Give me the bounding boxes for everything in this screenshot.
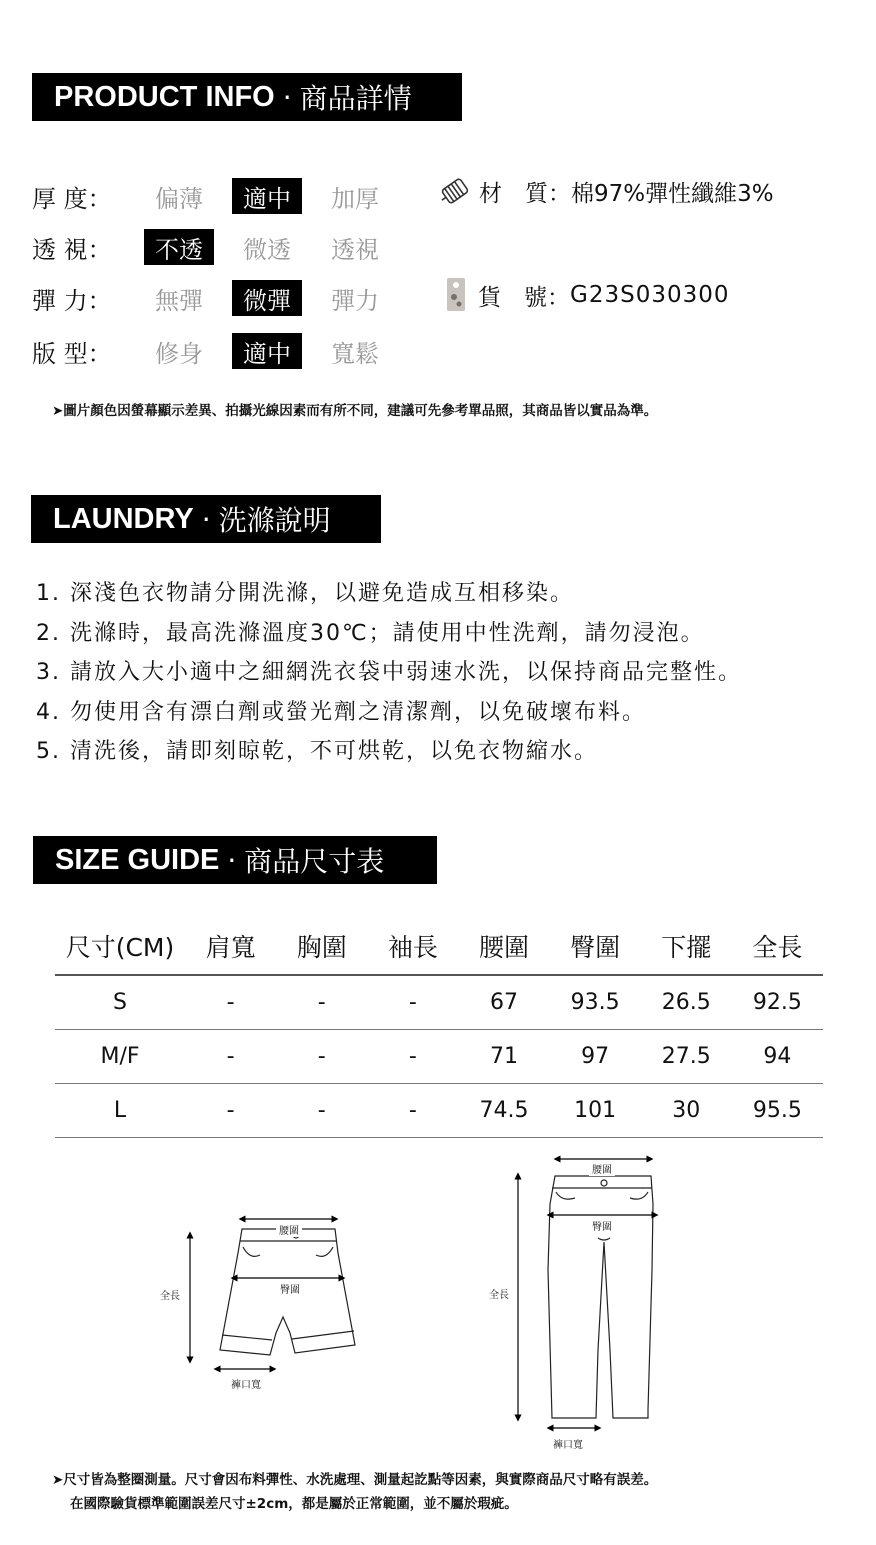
pants-diagram: [480, 1150, 680, 1450]
shorts-length-label: 全長: [160, 1291, 180, 1302]
laundry-header: [31, 495, 381, 543]
table-cell: -: [276, 1084, 367, 1138]
shorts-hip-label: 臀圍: [277, 1281, 303, 1296]
attribute-option-selected: 微彈: [232, 280, 302, 316]
table-cell: -: [367, 1084, 458, 1138]
size-note: 在國際驗貨標準範圍誤差尺寸±2cm，都是屬於正常範圍，並不屬於瑕疵。: [70, 1496, 518, 1512]
table-cell: 93.5: [550, 975, 641, 1030]
table-cell: 71: [458, 1030, 549, 1084]
attribute-row-transparency: [32, 227, 408, 267]
yarn-icon: [437, 174, 473, 208]
attribute-option: 無彈: [155, 286, 203, 315]
attribute-label: 版 型：: [32, 339, 112, 368]
table-cell: 30: [641, 1084, 732, 1138]
table-cell: 101: [550, 1084, 641, 1138]
color-disclaimer: ➤圖片顏色因螢幕顯示差異、拍攝光線因素而有所不同，建議可先參考單品照，其商品皆以實品為準。: [52, 403, 658, 419]
laundry-header-en: LAUNDRY: [53, 502, 194, 535]
size-guide-header: [33, 836, 437, 884]
table-cell: -: [367, 975, 458, 1030]
table-cell: S: [55, 975, 185, 1030]
material-value: 棉97%彈性纖維3%: [571, 180, 774, 207]
table-cell: -: [367, 1030, 458, 1084]
table-row: [55, 1084, 823, 1138]
table-cell: L: [55, 1084, 185, 1138]
material-label: 材 質：: [479, 180, 571, 207]
attribute-row-elasticity: [32, 278, 408, 318]
attribute-option-selected: 適中: [232, 178, 302, 214]
laundry-header-zh: 洗滌說明: [218, 504, 331, 537]
laundry-instruction: 4. 勿使用含有漂白劑或螢光劑之清潔劑，以免破壞布料。: [36, 700, 646, 725]
table-cell: 94: [732, 1030, 823, 1084]
table-cell: -: [276, 975, 367, 1030]
attribute-option: 偏薄: [155, 184, 203, 213]
laundry-instruction: 2. 洗滌時，最高洗滌溫度30℃；請使用中性洗劑，請勿浸泡。: [36, 621, 705, 646]
column-header: 臀圍: [550, 918, 641, 975]
table-cell: -: [276, 1030, 367, 1084]
table-cell: -: [185, 1030, 276, 1084]
column-header: 胸圍: [276, 918, 367, 975]
column-header: 肩寬: [185, 918, 276, 975]
column-header: 全長: [732, 918, 823, 975]
laundry-instruction: 3. 請放入大小適中之細網洗衣袋中弱速水洗，以保持商品完整性。: [36, 660, 742, 685]
laundry-instruction: 1. 深淺色衣物請分開洗滌，以避免造成互相移染。: [36, 581, 574, 606]
attribute-row-thickness: [32, 176, 408, 216]
attribute-option: 透視: [331, 235, 379, 264]
product-info-header-zh: 商品詳情: [299, 82, 412, 115]
table-cell: 95.5: [732, 1084, 823, 1138]
pants-length-label: 全長: [489, 1290, 509, 1301]
size-note: ➤尺寸皆為整圈測量。尺寸會因布料彈性、水洗處理、測量起訖點等因素，與實際商品尺寸略有誤差。: [52, 1472, 658, 1488]
table-cell: 97: [550, 1030, 641, 1084]
laundry-instruction: 5. 清洗後，請即刻晾乾，不可烘乾，以免衣物縮水。: [36, 739, 598, 764]
table-cell: 67: [458, 975, 549, 1030]
attribute-option: 彈力: [331, 286, 379, 315]
table-cell: 74.5: [458, 1084, 549, 1138]
table-cell: -: [185, 1084, 276, 1138]
attribute-row-fit: [32, 331, 408, 371]
product-info-header: [32, 73, 462, 121]
shorts-hem-label: 褲口寬: [231, 1380, 261, 1391]
pants-hip-label: 臀圍: [589, 1218, 615, 1233]
size-table: [55, 918, 823, 1138]
attribute-option: 加厚: [331, 184, 379, 213]
table-cell: 26.5: [641, 975, 732, 1030]
attribute-label: 厚 度：: [32, 184, 112, 213]
product-info-header-en: PRODUCT INFO: [54, 80, 275, 113]
attribute-option-selected: 不透: [144, 229, 214, 265]
attribute-option-selected: 適中: [232, 333, 302, 369]
column-header: 尺寸(CM): [55, 918, 185, 975]
size-guide-header-en: SIZE GUIDE: [55, 843, 220, 876]
column-header: 腰圍: [458, 918, 549, 975]
attribute-option: 微透: [243, 235, 291, 264]
shorts-waist-label: 腰圍: [276, 1222, 302, 1237]
table-row: [55, 975, 823, 1030]
header-separator: ·: [201, 502, 211, 536]
shorts-diagram: [150, 1205, 380, 1395]
size-guide-header-zh: 商品尺寸表: [244, 845, 385, 878]
table-cell: 27.5: [641, 1030, 732, 1084]
sku-line: [444, 275, 730, 315]
table-cell: 92.5: [732, 975, 823, 1030]
header-separator: ·: [282, 80, 292, 114]
pants-waist-label: 腰圍: [589, 1161, 615, 1176]
sku-value: G23S030300: [570, 282, 730, 308]
attribute-label: 透 視：: [32, 235, 112, 264]
table-cell: -: [185, 975, 276, 1030]
sku-label: 貨 號：: [478, 284, 570, 311]
table-row: [55, 1030, 823, 1084]
pants-hem-label: 褲口寬: [553, 1440, 583, 1451]
table-cell: M/F: [55, 1030, 185, 1084]
header-separator: ·: [227, 843, 237, 877]
column-header: 袖長: [367, 918, 458, 975]
attribute-option: 寬鬆: [331, 339, 379, 368]
tag-icon: [444, 275, 470, 315]
attribute-option: 修身: [155, 339, 203, 368]
size-table-header-row: [55, 918, 823, 975]
column-header: 下擺: [641, 918, 732, 975]
material-line: [437, 174, 774, 208]
attribute-label: 彈 力：: [32, 286, 112, 315]
